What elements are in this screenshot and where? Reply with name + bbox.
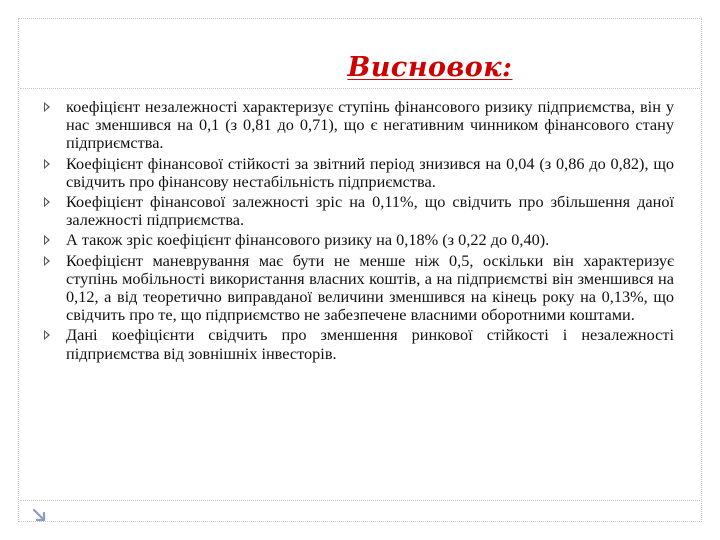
bullet-item — [40, 231, 674, 249]
slide-nav-arrow-icon[interactable] — [32, 508, 46, 522]
triangle-right-icon — [44, 330, 50, 340]
triangle-right-icon — [44, 235, 50, 245]
footer-divider — [20, 500, 700, 501]
triangle-right-icon — [44, 197, 50, 207]
bullet-text: коефіцієнт незалежності характеризує ступінь фінансового ризику підприємства, він у нас зменшився на 0,1 (з 0,81 до 0,71), що є негативним чинником фінансового стану підприємства. — [66, 97, 674, 153]
slide-title: Висновок: — [347, 52, 513, 83]
bullet-item — [40, 326, 674, 362]
triangle-right-icon — [44, 102, 50, 112]
bullet-item — [40, 193, 674, 229]
triangle-right-icon — [44, 256, 50, 266]
slide-title-container — [0, 52, 720, 83]
bullet-item — [40, 98, 674, 153]
bullet-text: Коефіцієнт фінансової залежності зріс на 0,11%, що свідчить про збільшення даної залежності підприємства. — [66, 192, 674, 230]
bullet-item — [40, 155, 674, 191]
triangle-right-icon — [44, 159, 50, 169]
bullet-text: А також зріс коефіцієнт фінансового ризику на 0,18% (з 0,22 до 0,40). — [66, 230, 550, 250]
bullet-text: Коефіцієнт маневрування має бути не менше ніж 0,5, оскільки він характеризує ступінь мобільності використання власних коштів, а на підприємстві він зменшився на 0,12, а від теоретично виправданої величини зменшився на кінець року на 0,13%, що свідчить про те, що підприємство не забезпечене власними оборотними коштами. — [66, 250, 674, 325]
bullet-list — [40, 98, 674, 365]
bullet-text: Коефіцієнт фінансової стійкості за звітний період знизився на 0,04 (з 0,86 до 0,82), що свідчить про фінансову нестабільність підприємства. — [66, 153, 674, 191]
bullet-text: Дані коефіцієнти свідчить про зменшення ринкової стійкості і незалежності підприємства від зовнішніх інвесторів. — [66, 325, 674, 363]
bullet-item — [40, 252, 674, 325]
title-divider — [20, 88, 700, 89]
